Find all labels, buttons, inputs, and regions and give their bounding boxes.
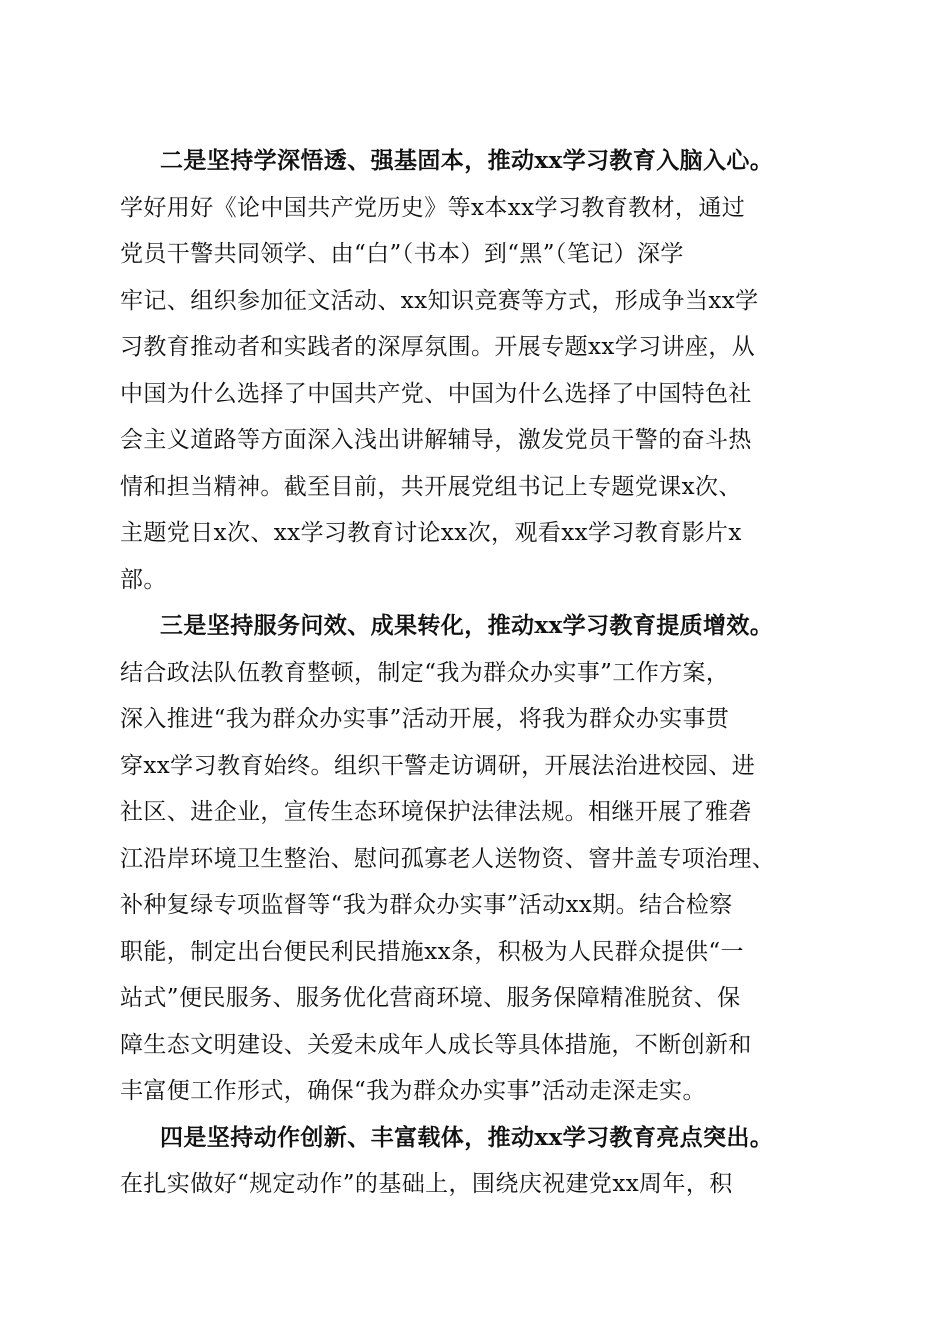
paragraph-line: 情和担当精神。截至目前，共开展党组书记上专题党课x次、 — [120, 473, 742, 500]
paragraph-2 — [120, 138, 832, 603]
paragraph-4 — [120, 1115, 832, 1208]
paragraph-line: 深入推进“我为群众办实事”活动开展，将我为群众办实事贯 — [120, 706, 730, 732]
paragraph-line: 站式”便民服务、服务优化营商环境、服务保障精准脱贫、保 — [120, 985, 741, 1011]
paragraph-line: 穿xx学习教育始终。组织干警走访调研，开展法治进校园、进 — [120, 752, 756, 779]
paragraph-line: 会主义道路等方面深入浅出讲解辅导，激发党员干警的奋斗热 — [120, 427, 752, 453]
paragraph-line: 结合政法队伍教育整顿，制定“我为群众办实事”工作方案， — [120, 659, 730, 686]
paragraph-line: 牢记、组织参加征文活动、xx知识竞赛等方式，形成争当xx学 — [120, 287, 759, 314]
paragraph-heading: 四是坚持动作创新、丰富载体，推动xx学习教育亮点突出。 — [160, 1123, 774, 1151]
paragraph-line: 中国为什么选择了中国共产党、中国为什么选择了中国特色社 — [120, 380, 752, 407]
paragraph-line: 补种复绿专项监督等“我为群众办实事”活动xx期。结合检察 — [120, 892, 733, 918]
paragraph-line: 党员干警共同领学、由“白”（书本）到“黑”（笔记）深学 — [120, 241, 684, 267]
paragraph-line: 在扎实做好“规定动作”的基础上，围绕庆祝建党xx周年，积 — [120, 1171, 733, 1197]
paragraph-line: 学好用好《论中国共产党历史》等x本xx学习教育教材，通过 — [120, 194, 746, 221]
paragraph-line: 主题党日x次、xx学习教育讨论xx次，观看xx学习教育影片x — [120, 520, 742, 546]
paragraph-line: 江沿岸环境卫生整治、慰问孤寡老人送物资、窨井盖专项治理、 — [120, 845, 776, 872]
document-body — [120, 138, 832, 1208]
paragraph-heading: 三是坚持服务问效、成果转化，推动xx学习教育提质增效。 — [160, 612, 774, 639]
paragraph-line: 习教育推动者和实践者的深厚氛围。开展专题xx学习讲座，从 — [120, 334, 756, 360]
paragraph-line: 丰富便工作形式，确保“我为群众办实事”活动走深走实。 — [120, 1078, 706, 1104]
paragraph-line: 部。 — [120, 566, 167, 593]
paragraph-line: 社区、进企业，宣传生态环境保护法律法规。相继开展了雅砻 — [120, 799, 752, 825]
paragraph-heading: 二是坚持学深悟透、强基固本，推动xx学习教育入脑入心。 — [160, 147, 774, 174]
paragraph-line: 障生态文明建设、关爱未成年人成长等具体措施，不断创新和 — [120, 1031, 752, 1058]
paragraph-3 — [120, 603, 832, 1115]
paragraph-line: 职能，制定出台便民利民措施xx条，积极为人民群众提供“一 — [120, 938, 744, 965]
